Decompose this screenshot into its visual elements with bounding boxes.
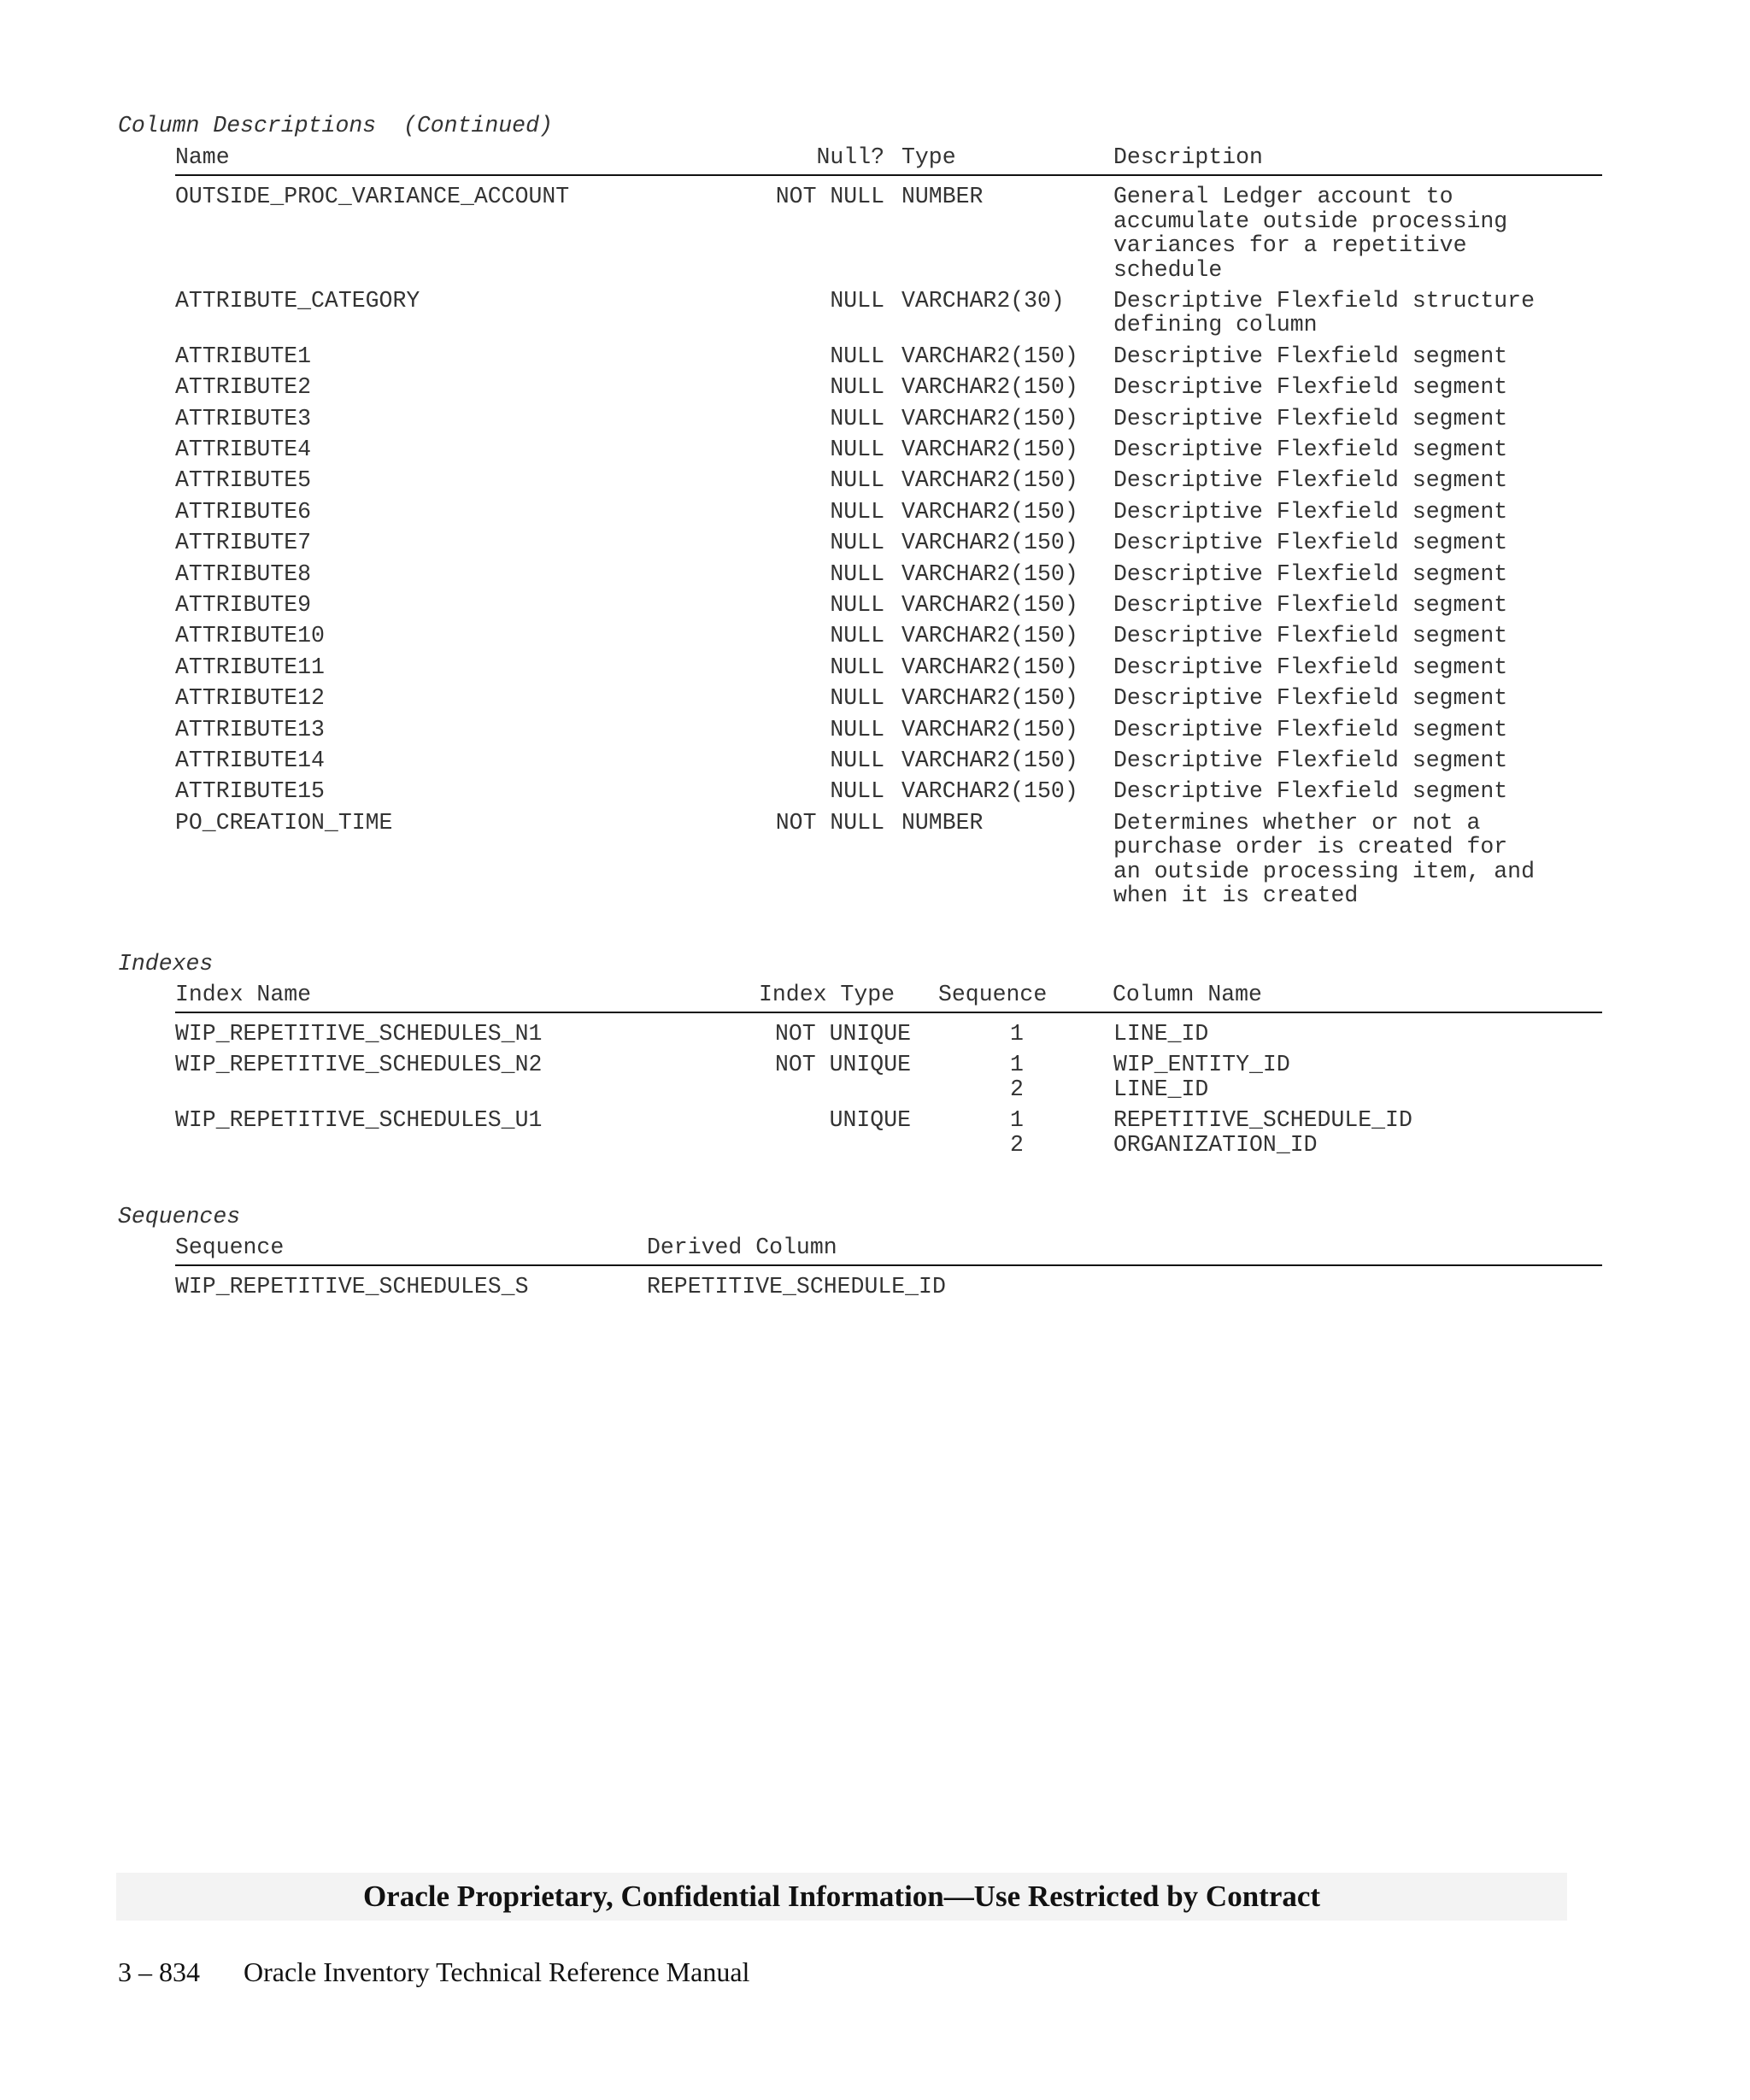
column-description-line: General Ledger account to bbox=[1113, 184, 1453, 209]
sequences-header bbox=[175, 1234, 1602, 1266]
column-description-line: Descriptive Flexfield segment bbox=[1113, 592, 1508, 618]
index-column-name-line: LINE_ID bbox=[1113, 1076, 1209, 1102]
index-sequence bbox=[987, 1053, 1047, 1101]
seq-header-derived-column: Derived Column bbox=[647, 1235, 837, 1260]
index-column-name-line: WIP_ENTITY_ID bbox=[1113, 1052, 1290, 1078]
column-description bbox=[1113, 468, 1507, 493]
column-description-line: Descriptive Flexfield segment bbox=[1113, 343, 1508, 369]
column-null: NULL bbox=[830, 343, 884, 369]
confidential-notice-band bbox=[116, 1873, 1567, 1921]
column-description-line: Descriptive Flexfield segment bbox=[1113, 685, 1508, 712]
column-type: VARCHAR2(150) bbox=[901, 498, 1078, 525]
column-null: NULL bbox=[830, 467, 884, 494]
column-descriptions-title: Column Descriptions (Continued) bbox=[118, 113, 553, 138]
column-description bbox=[1113, 344, 1507, 369]
column-description bbox=[1113, 407, 1507, 431]
column-name: PO_CREATION_TIME bbox=[175, 809, 393, 836]
column-type: VARCHAR2(150) bbox=[901, 716, 1078, 742]
index-sequence bbox=[987, 1022, 1047, 1047]
column-description-line: Descriptive Flexfield segment bbox=[1113, 530, 1508, 556]
index-header-column: Column Name bbox=[1113, 982, 1262, 1007]
sequence-name: WIP_REPETITIVE_SCHEDULES_S bbox=[175, 1274, 529, 1299]
column-description bbox=[1113, 718, 1507, 742]
index-sequence-line: 2 bbox=[1010, 1076, 1024, 1102]
column-name: ATTRIBUTE12 bbox=[175, 685, 325, 712]
column-description bbox=[1113, 562, 1507, 587]
index-header-type: Index Type bbox=[759, 982, 896, 1007]
column-type: VARCHAR2(150) bbox=[901, 654, 1078, 680]
column-description-line: Descriptive Flexfield segment bbox=[1113, 748, 1508, 773]
column-name: ATTRIBUTE2 bbox=[175, 374, 312, 401]
column-null: NULL bbox=[830, 287, 884, 314]
column-description-line: Descriptive Flexfield segment bbox=[1113, 405, 1508, 431]
column-description bbox=[1113, 624, 1507, 648]
column-null: NULL bbox=[830, 498, 884, 525]
column-name: ATTRIBUTE5 bbox=[175, 467, 312, 494]
column-type: VARCHAR2(150) bbox=[901, 685, 1078, 712]
column-description-line: defining column bbox=[1113, 312, 1318, 338]
column-null: NOT NULL bbox=[775, 809, 884, 836]
column-description-line: when it is created bbox=[1113, 883, 1359, 909]
column-description bbox=[1113, 686, 1507, 711]
index-name: WIP_REPETITIVE_SCHEDULES_U1 bbox=[175, 1107, 543, 1134]
index-type: NOT UNIQUE bbox=[774, 1052, 911, 1078]
column-null: NULL bbox=[830, 716, 884, 742]
col-header-description: Description bbox=[1113, 144, 1263, 170]
column-type: VARCHAR2(150) bbox=[901, 374, 1078, 401]
column-name: ATTRIBUTE4 bbox=[175, 437, 312, 462]
page-number: 3 – 834 bbox=[118, 1956, 200, 1987]
index-column-name-line: REPETITIVE_SCHEDULE_ID bbox=[1113, 1107, 1412, 1134]
column-name: ATTRIBUTE14 bbox=[175, 748, 325, 773]
manual-title: Oracle Inventory Technical Reference Manual bbox=[244, 1956, 750, 1987]
column-description-line: Descriptive Flexfield segment bbox=[1113, 437, 1508, 462]
column-description-line: schedule bbox=[1113, 256, 1223, 283]
column-type: VARCHAR2(30) bbox=[901, 287, 1065, 314]
column-descriptions-header bbox=[175, 144, 1602, 176]
column-type: VARCHAR2(150) bbox=[901, 530, 1078, 556]
column-description bbox=[1113, 185, 1507, 282]
column-description bbox=[1113, 375, 1507, 400]
column-null: NULL bbox=[830, 654, 884, 680]
column-description-line: Descriptive Flexfield segment bbox=[1113, 623, 1508, 649]
seq-header-sequence: Sequence bbox=[175, 1235, 285, 1260]
confidential-notice: Oracle Proprietary, Confidential Information––Use Restricted by Contract bbox=[362, 1880, 1321, 1913]
column-null: NULL bbox=[830, 560, 884, 587]
col-header-null: Null? bbox=[816, 144, 884, 170]
column-type: NUMBER bbox=[901, 184, 984, 209]
column-type: VARCHAR2(150) bbox=[901, 748, 1078, 773]
column-description-line: Descriptive Flexfield segment bbox=[1113, 716, 1508, 742]
column-type: VARCHAR2(150) bbox=[901, 437, 1078, 462]
column-description bbox=[1113, 437, 1507, 462]
column-type: VARCHAR2(150) bbox=[901, 778, 1078, 805]
column-description-line: Descriptive Flexfield segment bbox=[1113, 498, 1508, 525]
column-name: ATTRIBUTE1 bbox=[175, 343, 312, 369]
column-description bbox=[1113, 531, 1507, 555]
index-sequence-line: 2 bbox=[1010, 1131, 1024, 1158]
column-description-line: Descriptive Flexfield segment bbox=[1113, 374, 1508, 401]
column-name: ATTRIBUTE7 bbox=[175, 530, 312, 556]
index-name: WIP_REPETITIVE_SCHEDULES_N1 bbox=[175, 1021, 543, 1047]
column-description-line: Descriptive Flexfield segment bbox=[1113, 467, 1508, 494]
column-description bbox=[1113, 779, 1507, 804]
column-description bbox=[1113, 655, 1507, 680]
column-description-line: Descriptive Flexfield segment bbox=[1113, 778, 1508, 805]
column-null: NULL bbox=[830, 405, 884, 431]
indexes-header bbox=[175, 981, 1602, 1013]
indexes-title: Indexes bbox=[118, 951, 214, 977]
index-sequence-line: 1 bbox=[1010, 1021, 1024, 1047]
index-header-name: Index Name bbox=[175, 982, 312, 1007]
sequences-title: Sequences bbox=[118, 1204, 241, 1229]
column-description bbox=[1113, 748, 1507, 773]
column-null: NULL bbox=[830, 748, 884, 773]
index-type: UNIQUE bbox=[829, 1107, 911, 1134]
column-null: NULL bbox=[830, 437, 884, 462]
index-column-name-line: LINE_ID bbox=[1113, 1021, 1209, 1047]
column-description-line: variances for a repetitive bbox=[1113, 232, 1467, 258]
column-type: NUMBER bbox=[901, 809, 984, 836]
column-null: NULL bbox=[830, 685, 884, 712]
index-column-name bbox=[1113, 1108, 1412, 1157]
index-sequence-line: 1 bbox=[1010, 1107, 1024, 1134]
column-type: VARCHAR2(150) bbox=[901, 343, 1078, 369]
column-null: NULL bbox=[830, 530, 884, 556]
index-sequence-line: 1 bbox=[1010, 1052, 1024, 1078]
column-null: NULL bbox=[830, 778, 884, 805]
column-description bbox=[1113, 289, 1535, 337]
column-name: ATTRIBUTE8 bbox=[175, 560, 312, 587]
index-sequence bbox=[987, 1108, 1047, 1157]
column-description-line: an outside processing item, and bbox=[1113, 858, 1535, 884]
column-name: ATTRIBUTE_CATEGORY bbox=[175, 287, 420, 314]
column-name: ATTRIBUTE15 bbox=[175, 778, 325, 805]
index-column-name-line: ORGANIZATION_ID bbox=[1113, 1131, 1318, 1158]
column-null: NULL bbox=[830, 592, 884, 618]
column-description bbox=[1113, 500, 1507, 525]
column-description-line: purchase order is created for bbox=[1113, 834, 1508, 860]
column-name: ATTRIBUTE6 bbox=[175, 498, 312, 525]
column-null: NULL bbox=[830, 623, 884, 649]
column-type: VARCHAR2(150) bbox=[901, 560, 1078, 587]
index-type: NOT UNIQUE bbox=[774, 1021, 911, 1047]
column-name: ATTRIBUTE9 bbox=[175, 592, 312, 618]
column-type: VARCHAR2(150) bbox=[901, 467, 1078, 494]
column-type: VARCHAR2(150) bbox=[901, 592, 1078, 618]
column-description bbox=[1113, 593, 1507, 618]
column-description-line: accumulate outside processing bbox=[1113, 208, 1508, 234]
column-type: VARCHAR2(150) bbox=[901, 405, 1078, 431]
column-description-line: Descriptive Flexfield structure bbox=[1113, 287, 1535, 314]
index-column-name bbox=[1113, 1022, 1208, 1047]
index-header-sequence: Sequence bbox=[938, 982, 1048, 1007]
col-header-type: Type bbox=[901, 144, 956, 170]
column-type: VARCHAR2(150) bbox=[901, 623, 1078, 649]
col-header-name: Name bbox=[175, 144, 230, 170]
column-description-line: Determines whether or not a bbox=[1113, 809, 1481, 836]
column-description-line: Descriptive Flexfield segment bbox=[1113, 560, 1508, 587]
column-description-line: Descriptive Flexfield segment bbox=[1113, 654, 1508, 680]
index-name: WIP_REPETITIVE_SCHEDULES_N2 bbox=[175, 1052, 543, 1078]
column-null: NULL bbox=[830, 374, 884, 401]
derived-column: REPETITIVE_SCHEDULE_ID bbox=[647, 1274, 946, 1299]
column-name: ATTRIBUTE3 bbox=[175, 405, 312, 431]
column-null: NOT NULL bbox=[775, 184, 884, 209]
column-name: ATTRIBUTE11 bbox=[175, 654, 325, 680]
index-column-name bbox=[1113, 1053, 1290, 1101]
column-name: ATTRIBUTE13 bbox=[175, 716, 325, 742]
column-name: ATTRIBUTE10 bbox=[175, 623, 325, 649]
column-description bbox=[1113, 811, 1535, 908]
column-name: OUTSIDE_PROC_VARIANCE_ACCOUNT bbox=[175, 184, 570, 209]
